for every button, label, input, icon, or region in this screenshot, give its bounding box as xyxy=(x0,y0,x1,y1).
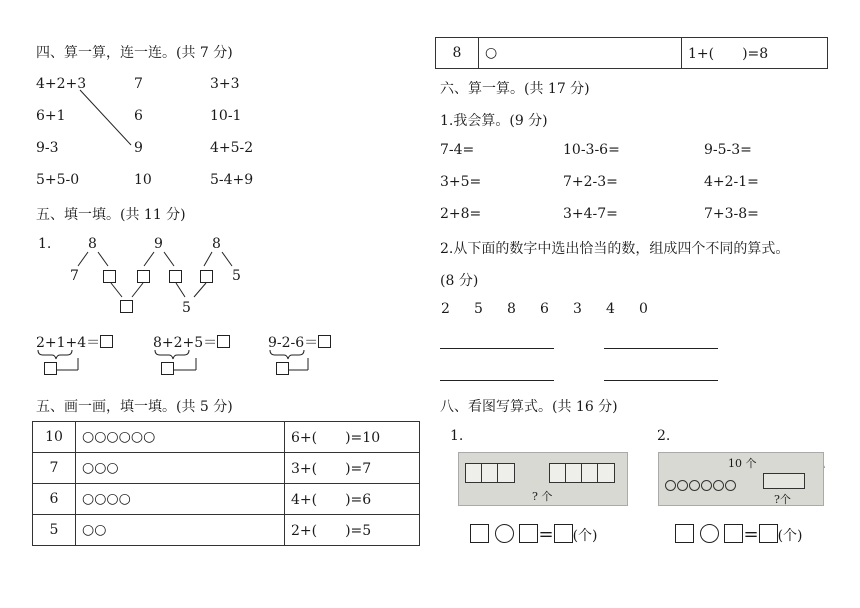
answer-box[interactable] xyxy=(554,524,573,543)
calc-problem[interactable]: 7+3-8= xyxy=(704,206,759,222)
answer-box[interactable] xyxy=(519,524,538,543)
equation-cell[interactable]: 4+( )=6 xyxy=(285,484,420,515)
answer-box[interactable] xyxy=(161,362,174,375)
answer-box[interactable] xyxy=(200,270,213,283)
calc-problem[interactable]: 3+5= xyxy=(440,174,482,190)
calc-problem[interactable]: 10-3-6= xyxy=(563,142,620,158)
calc-problem[interactable]: 3+4-7= xyxy=(563,206,618,222)
answer-box[interactable] xyxy=(724,524,743,543)
question-label: ?个 xyxy=(774,493,791,506)
section5a-title: 五、填一填。(共 11 分) xyxy=(36,207,186,223)
tree-top: 8 xyxy=(212,236,221,252)
tree-left-number: 7 xyxy=(70,268,79,284)
count-cell: 6 xyxy=(33,484,76,515)
tree-right-number: 5 xyxy=(232,268,241,284)
answer-box[interactable] xyxy=(100,335,113,348)
calc-problem[interactable]: 2+8= xyxy=(440,206,482,222)
section6-title: 六、算一算。(共 17 分) xyxy=(440,81,590,97)
operator-circle[interactable] xyxy=(700,524,719,543)
digit-choice: 0 xyxy=(639,301,648,317)
tree-top: 9 xyxy=(154,236,163,252)
circles-cell[interactable]: ○○ xyxy=(76,515,285,546)
connect-item[interactable]: 7 xyxy=(134,76,143,92)
answer-equation: = (个) xyxy=(675,524,803,545)
table-row xyxy=(33,484,420,515)
connect-item[interactable]: 5+5-0 xyxy=(36,172,80,188)
answer-box[interactable] xyxy=(137,270,150,283)
answer-box[interactable] xyxy=(103,270,116,283)
calc-problem[interactable]: 7+2-3= xyxy=(563,174,618,190)
subsection-title: 2.从下面的数字中选出恰当的数，组成四个不同的算式。 xyxy=(440,241,790,257)
box-shape xyxy=(763,473,805,489)
connect-item[interactable]: 10 xyxy=(134,172,152,188)
calc-problem[interactable]: 9-5-3= xyxy=(704,142,752,158)
connect-item[interactable]: 10-1 xyxy=(210,108,242,124)
answer-equation: = (个) xyxy=(470,524,598,545)
connect-item[interactable]: 9 xyxy=(134,140,143,156)
circles-cell[interactable]: ○○○○○○ xyxy=(76,422,285,453)
count-cell: 10 xyxy=(33,422,76,453)
calc-problem[interactable]: 7-4= xyxy=(440,142,475,158)
answer-box[interactable] xyxy=(470,524,489,543)
answer-box[interactable] xyxy=(44,362,57,375)
circles-cell[interactable]: ○○○○ xyxy=(76,484,285,515)
equation-cell[interactable]: 2+( )=5 xyxy=(285,515,420,546)
digit-choice: 8 xyxy=(507,301,516,317)
answer-box[interactable] xyxy=(217,335,230,348)
connect-item[interactable]: 6+1 xyxy=(36,108,66,124)
section5b-title: 五、画一画，填一填。(共 5 分) xyxy=(36,399,233,415)
connect-item[interactable]: 9-3 xyxy=(36,140,59,156)
connect-item[interactable]: 3+3 xyxy=(210,76,240,92)
calc-problem[interactable]: 4+2-1= xyxy=(704,174,759,190)
connect-item[interactable]: 4+5-2 xyxy=(210,140,254,156)
total-label: 10 个 xyxy=(728,457,757,470)
count-cell: 7 xyxy=(33,453,76,484)
circles-cell[interactable]: ○○○ xyxy=(76,453,285,484)
subsection-points: (8 分) xyxy=(440,273,479,289)
circles-cell[interactable]: ○ xyxy=(479,38,682,69)
digit-choice: 5 xyxy=(474,301,483,317)
count-cell: 5 xyxy=(33,515,76,546)
match-line xyxy=(80,90,131,145)
answer-line[interactable] xyxy=(440,380,554,381)
table-row xyxy=(33,422,420,453)
draw-table-continued xyxy=(435,37,828,69)
tree-bottom-number: 5 xyxy=(182,300,191,316)
answer-box[interactable] xyxy=(318,335,331,348)
answer-box[interactable] xyxy=(675,524,694,543)
digit-choice: 4 xyxy=(606,301,615,317)
answer-box[interactable] xyxy=(759,524,778,543)
equation-cell[interactable]: 1+( )=8 xyxy=(682,38,828,69)
digit-choice: 3 xyxy=(573,301,582,317)
equation-cell[interactable]: 6+( )=10 xyxy=(285,422,420,453)
section4-title: 四、算一算，连一连。(共 7 分) xyxy=(36,45,233,61)
section8-title: 八、看图写算式。(共 16 分) xyxy=(440,399,618,415)
equation-cell[interactable]: 3+( )=7 xyxy=(285,453,420,484)
table-row xyxy=(436,38,828,69)
digit-choice: 2 xyxy=(441,301,450,317)
tree-top: 8 xyxy=(88,236,97,252)
operator-circle[interactable] xyxy=(495,524,514,543)
connect-item[interactable]: 6 xyxy=(134,108,143,124)
equation: 2+1+4＝ xyxy=(36,332,113,352)
count-cell: 8 xyxy=(436,38,479,69)
equation: 8+2+5＝ xyxy=(153,332,230,352)
answer-box[interactable] xyxy=(120,300,133,313)
table-row xyxy=(33,453,420,484)
answer-line[interactable] xyxy=(440,348,554,349)
answer-line[interactable] xyxy=(604,380,718,381)
subsection-title: 1.我会算。(9 分) xyxy=(440,113,548,129)
connect-item[interactable]: 5-4+9 xyxy=(210,172,254,188)
connect-item[interactable]: 4+2+3 xyxy=(36,76,87,92)
circles xyxy=(665,479,737,495)
problem-number: 2. xyxy=(657,428,671,444)
question-number: 1. xyxy=(38,236,52,252)
answer-line[interactable] xyxy=(604,348,718,349)
answer-box[interactable] xyxy=(169,270,182,283)
answer-box[interactable] xyxy=(276,362,289,375)
digit-choice: 6 xyxy=(540,301,549,317)
equation: 9-2-6＝ xyxy=(268,332,331,352)
question-label: ? 个 xyxy=(532,490,553,503)
table-row xyxy=(33,515,420,546)
draw-table xyxy=(32,421,420,546)
problem-number: 1. xyxy=(450,428,464,444)
